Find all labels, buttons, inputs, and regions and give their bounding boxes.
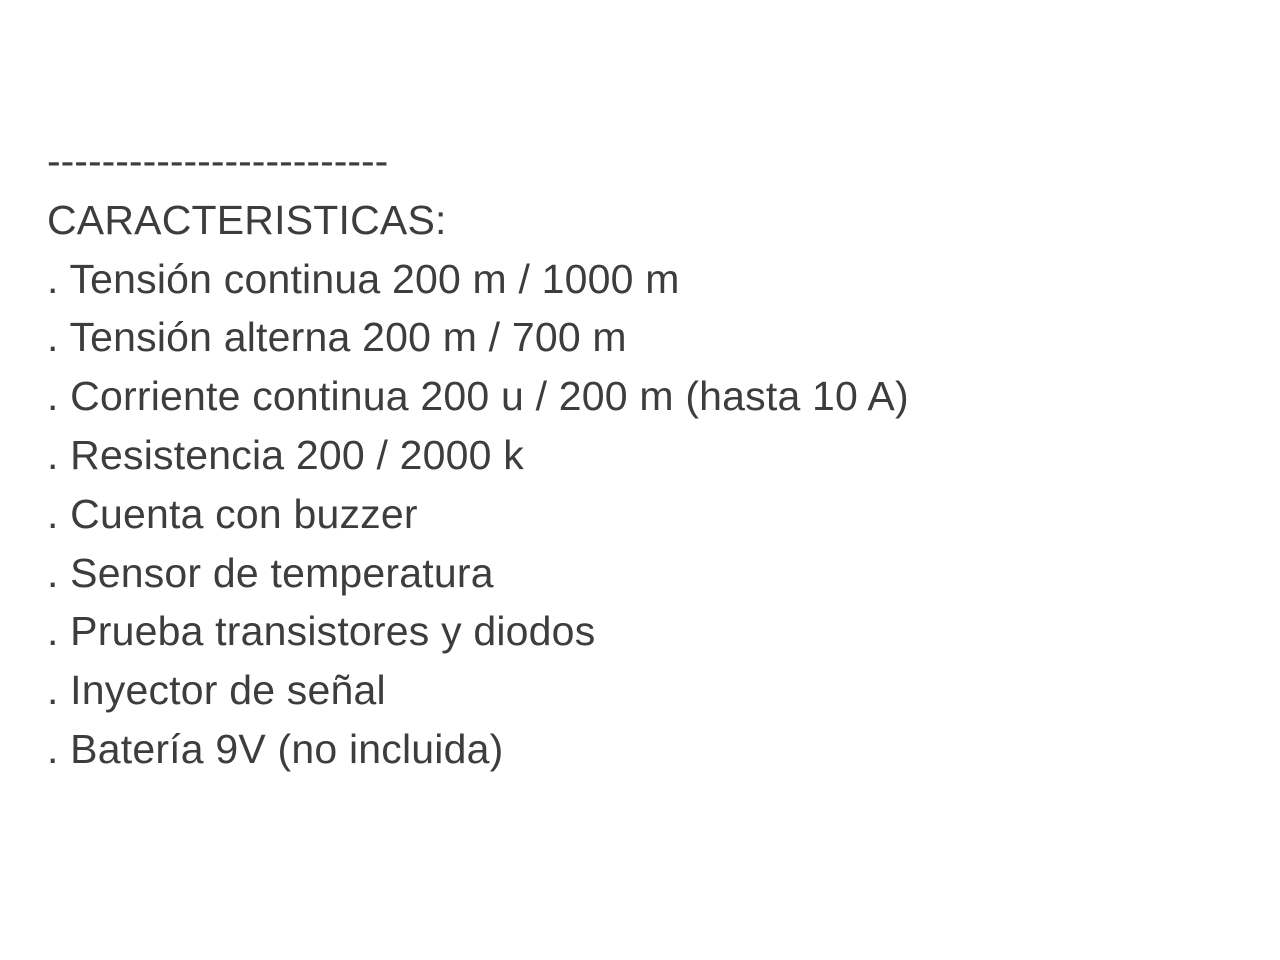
section-heading: CARACTERISTICAS: [47,196,447,243]
feature-item-ac-voltage: . Tensión alterna 200 m / 700 m [47,314,627,361]
feature-item-transistor-diode-test: . Prueba transistores y diodos [47,608,596,655]
feature-item-battery: . Batería 9V (no incluida) [47,725,504,772]
divider-line: ------------------------- [47,138,389,184]
feature-item-signal-injector: . Inyector de señal [47,667,386,714]
feature-item-dc-voltage: . Tensión continua 200 m / 1000 m [47,255,680,302]
feature-item-resistance: . Resistencia 200 / 2000 k [47,431,524,478]
feature-item-temperature-sensor: . Sensor de temperatura [47,549,494,596]
feature-item-dc-current: . Corriente continua 200 u / 200 m (hasta 10 A) [47,373,909,420]
feature-item-buzzer: . Cuenta con buzzer [47,490,418,537]
document-body [47,132,1247,779]
